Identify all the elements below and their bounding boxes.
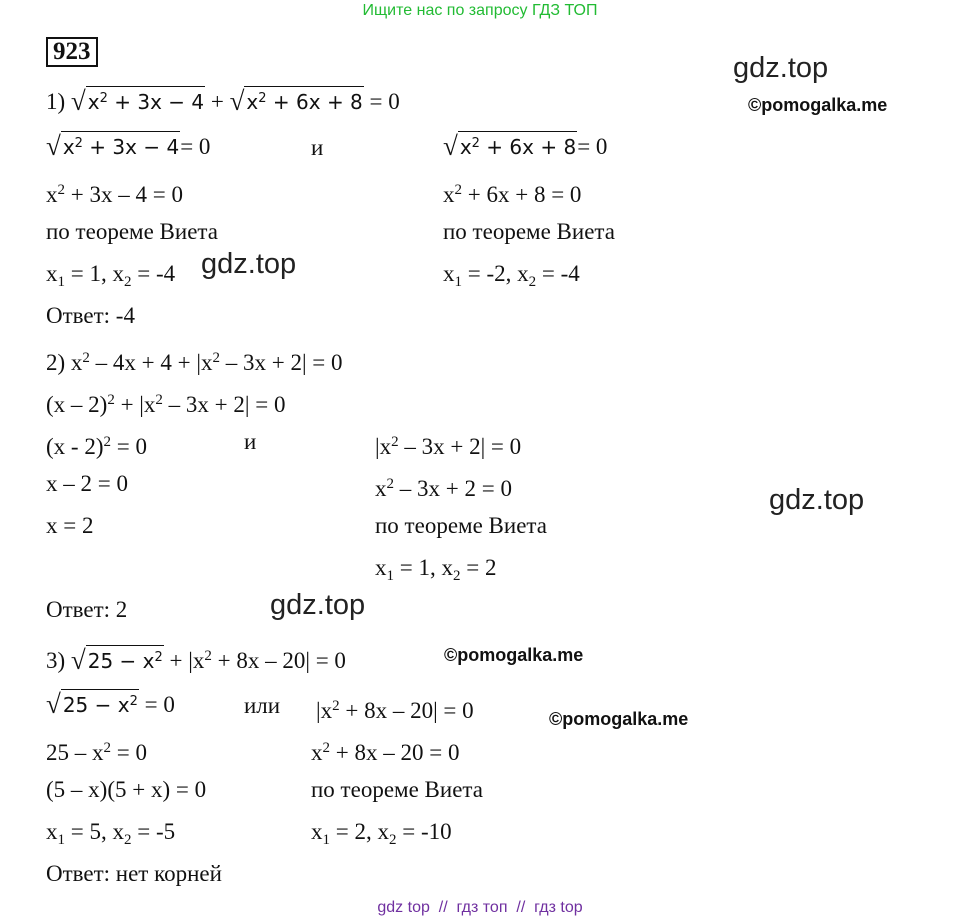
p3-right2: $x^2 + 8x - 20 = 0$ xyxy=(311,740,460,765)
p2-right2: $x^2 - 3x + 2 = 0$ xyxy=(375,476,512,501)
p3-left1: √ $25 - x^2 = 0$ xyxy=(46,689,175,719)
p1-right-quad: $x^2 + 6x + 8 = 0$ xyxy=(443,182,582,207)
p1-left-roots: $x_1 = 1$, $x_2 = -4$ xyxy=(46,261,176,290)
p2-left3: x = 2 xyxy=(46,513,94,538)
p1-and: и xyxy=(311,135,324,160)
p1-right-root-eq: √ $x^2 + 6x + 8= 0$ xyxy=(443,131,608,161)
p3-left2: $25 - x^2 = 0$ xyxy=(46,740,147,765)
p3-left3: (5 – x)(5 + x) = 0 xyxy=(46,777,207,802)
copyright-pomogalka-2: ©pomogalka.me xyxy=(444,645,584,665)
copyright-pomogalka-3: ©pomogalka.me xyxy=(549,709,689,729)
p3-vieta: по теореме Виета xyxy=(311,777,483,802)
p3-right1: $|x^2 + 8x - 20| = 0$ xyxy=(316,698,474,723)
p3-right-roots: $x_1 = 2$, $x_2 = -10$ xyxy=(311,819,452,848)
p2-equation: 2) $x^2 - 4x + 4 + |x^2 - 3x + 2| = 0$ xyxy=(46,350,343,375)
p3-answer: Ответ: нет корней xyxy=(46,861,222,886)
watermark-gdz-1: gdz.top xyxy=(733,52,829,84)
p3-or: или xyxy=(244,693,281,718)
problem-number: 923 xyxy=(53,38,91,65)
problem-number-box xyxy=(46,37,98,67)
p2-roots: $x_1 = 1$, $x_2 = 2$ xyxy=(375,555,497,584)
p3-left-roots: $x_1 = 5$, $x_2 = -5$ xyxy=(46,819,176,848)
footer-links[interactable]: gdz top // гдз топ // гдз top xyxy=(377,899,583,916)
watermark-gdz-2: gdz.top xyxy=(201,248,297,280)
p1-right-roots: $x_1 = -2$, $x_2 = -4$ xyxy=(443,261,580,290)
watermark-gdz-3: gdz.top xyxy=(769,484,865,516)
p2-line2: $(x - 2)^2 + |x^2 - 3x + 2| = 0$ xyxy=(46,392,286,417)
p2-right1: $|x^2 - 3x + 2| = 0$ xyxy=(375,434,522,459)
p1-left-vieta: по теореме Виета xyxy=(46,219,218,244)
watermark-gdz-4: gdz.top xyxy=(270,589,366,621)
copyright-pomogalka-1: ©pomogalka.me xyxy=(748,95,888,115)
p1-answer: Ответ: -4 xyxy=(46,303,135,328)
top-search-link[interactable]: Ищите нас по запросу ГДЗ ТОП xyxy=(362,2,598,19)
p1-right-vieta: по теореме Виета xyxy=(443,219,615,244)
p2-left2: x – 2 = 0 xyxy=(46,471,128,496)
p3-equation: 3) √ $25 - x^2 + |x^2 + 8x - 20| = 0$ xyxy=(46,645,346,675)
p2-vieta: по теореме Виета xyxy=(375,513,547,538)
p2-and: и xyxy=(244,429,257,454)
p1-left-root-eq: √ $x^2 + 3x - 4= 0$ xyxy=(46,131,211,161)
p2-left1: (x - 2)$^2$ = 0 xyxy=(46,434,147,459)
p1-left-quad: $x^2 + 3x - 4 = 0$ xyxy=(46,182,183,207)
p1-equation: 1) √ $x^2 + 3x - 4$ + √ $x^2 + 6x + 8 = 0$ xyxy=(46,86,400,116)
p2-answer: Ответ: 2 xyxy=(46,597,128,622)
